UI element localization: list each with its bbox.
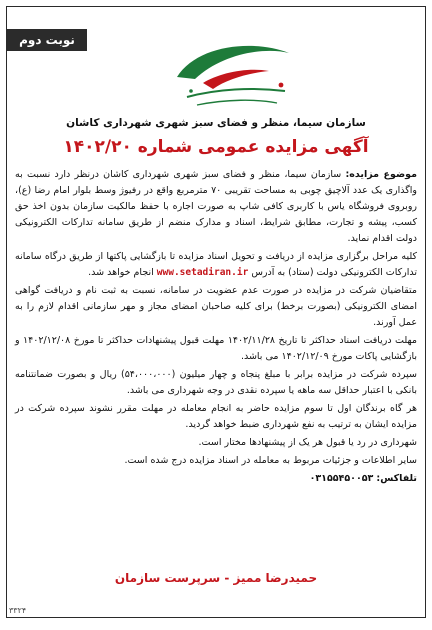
phone-line xyxy=(15,471,417,487)
deadline-paragraph: مهلت دریافت اسناد حداکثر تا تاریخ ۱۴۰۲/۱۱/۲۸ مهلت قبول پیشنهادات حداکثر تا مورخ ۱۴۰۲/۱۲/۰۸ و بازگشایی پاکات مورخ ۱۴۰۲/۱۲/۰۹ می باشد. xyxy=(15,335,417,362)
subject-paragraph xyxy=(15,167,417,247)
procedure-paragraph xyxy=(15,249,417,281)
notice-body xyxy=(15,167,417,489)
subject-label: موضوع مزایده: xyxy=(345,169,417,180)
organization-logo xyxy=(157,33,307,123)
discretion-paragraph: شهرداری در رد یا قبول هر یک از پیشنهادها مختار است. xyxy=(198,437,417,448)
notice-page xyxy=(6,6,426,618)
subject-text: سازمان سیما، منظر و فضای سبز شهری شهرداری کاشان درنظر دارد نسبت به واگذاری یک عدد آلاچیق چوبی به مساحت تقریبی ۷۰ مترمربع واقع در رفیوژ وسط بلوار امام رضا (ع)، روبروی فروشگاه یاس با کاربری کافی شاپ به صورت اجاره با حفظ مالکیت سازمان بدون اخذ حق کسب، پیشه و تجارت، مطابق شرایط، اسناد و مدارک منضم از طریق سامانه تدارکات الکترونیکی دولت اقدام نماید. xyxy=(15,169,417,244)
round-badge: نوبت دوم xyxy=(7,29,87,51)
reference-code: ۳۳۲۴ xyxy=(9,606,27,615)
deposit-paragraph: سپرده شرکت در مزایده برابر با مبلغ پنجاه و چهار میلیون (۵۴،۰۰۰،۰۰۰) ریال و بصورت ضمانتنامه بانکی با اعتبار حداقل سه ماهه یا سپرده نقدی در وجه شهرداری می باشد. xyxy=(15,369,417,396)
organization-logo-graphic xyxy=(157,33,307,123)
phone-number: ۰۳۱۵۵۴۵۰۰۵۳ xyxy=(309,473,374,484)
details-paragraph: سایر اطلاعات و جزئیات مربوط به معامله در اسناد مزایده درج شده است. xyxy=(124,455,417,466)
registration-paragraph: متقاضیان شرکت در مزایده در صورت عدم عضویت در سامانه، نسبت به ثبت نام و دریافت گواهی امضای الکترونیکی (بصورت برخط) برای کلیه صاحبان امضای مجاز و مهر سازمانی اقدام لازم را به عمل آورند. xyxy=(15,285,417,328)
procedure-text: کلیه مراحل برگزاری مزایده از دریافت و تحویل اسناد مزایده تا بازگشایی پاکتها از طریق درگاه سامانه تدارکات الکترونیکی دولت (ستاد) به آدرس xyxy=(15,251,417,278)
procedure-text-end: انجام خواهد شد. xyxy=(88,267,154,278)
website-link[interactable]: www.setadiran.ir xyxy=(156,267,249,278)
signature-line: حمیدرضا ممیز - سرپرست سازمان xyxy=(114,571,318,585)
phone-label: تلفاکس: xyxy=(376,473,417,484)
organization-line: سازمان سیما، منظر و فضای سبز شهری شهرداری کاشان xyxy=(66,117,366,129)
forfeit-paragraph: هر گاه برندگان اول تا سوم مزایده حاضر به انجام معامله در مهلت مقرر نشوند سپرده شرکت در مزایده ایشان به ترتیب به نفع شهرداری ضبط خواهد گردید. xyxy=(15,403,417,430)
notice-title: آگهی مزایده عمومی شماره ۱۴۰۲/۲۰ xyxy=(63,137,369,157)
